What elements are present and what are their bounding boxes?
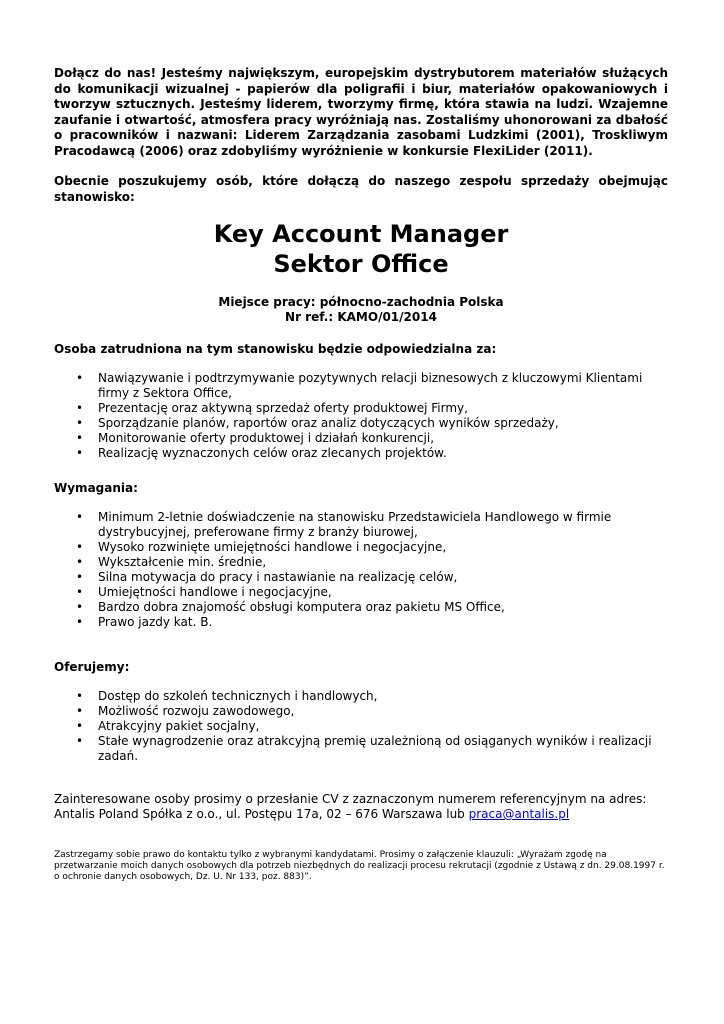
list-item: • Bardzo dobra znajomość obsługi komputera oraz pakietu MS Office,	[98, 600, 668, 615]
list-item: • Wysoko rozwinięte umiejętności handlowe i negocjacyjne,	[98, 540, 668, 555]
job-meta	[54, 295, 668, 325]
privacy-clause: Zastrzegamy sobie prawo do kontaktu tylko z wybranymi kandydatami. Prosimy o załączenie klauzuli: „Wyrażam zgodę na przetwarzanie moich danych osobowych dla potrzeb niezbędnych do realizacji procesu rekrutacji (zgodnie z Ustawą z dn. 29.08.1997 r. o ochronie danych osobowych, Dz. U. Nr 133, poz. 883)”.	[54, 850, 665, 882]
job-reference: Nr ref.: KAMO/01/2014	[285, 310, 437, 324]
list-item: • Umiejętności handlowe i negocjacyjne,	[98, 585, 668, 600]
job-title-line-1: Key Account Manager	[213, 220, 509, 248]
list-item: • Minimum 2-letnie doświadczenie na stanowisku Przedstawiciela Handlowego w firmie dystrybucyjnej, preferowane firmy z branży biurowej,	[98, 510, 668, 540]
job-title	[54, 219, 668, 279]
contact-instruction: Zainteresowane osoby prosimy o przesłanie CV z zaznaczonym numerem referencyjnym na adres:	[54, 792, 647, 806]
requirements-heading: Wymagania:	[54, 481, 138, 495]
list-item: • Prawo jazdy kat. B.	[98, 615, 668, 630]
list-item: • Stałe wynagrodzenie oraz atrakcyjną premię uzależnioną od osiąganych wyników i realizacji zadań.	[98, 734, 668, 764]
list-item: • Sporządzanie planów, raportów oraz analiz dotyczących wyników sprzedaży,	[98, 416, 668, 431]
email-link[interactable]: praca@antalis.pl	[468, 807, 570, 821]
list-item: • Dostęp do szkoleń technicznych i handlowych,	[98, 689, 668, 704]
list-item: • Monitorowanie oferty produktowej i działań konkurencji,	[98, 431, 668, 446]
responsibilities-heading: Osoba zatrudniona na tym stanowisku będzie odpowiedzialna za:	[54, 342, 497, 356]
address-text: Antalis Poland Spółka z o.o., ul. Postępu 17a, 02 – 676 Warszawa lub	[54, 807, 469, 821]
job-location: Miejsce pracy: północno-zachodnia Polska	[218, 295, 504, 309]
offer-heading: Oferujemy:	[54, 660, 130, 674]
list-item: • Nawiązywanie i podtrzymywanie pozytywnych relacji biznesowych z kluczowymi Klientami firmy z Sektora Office,	[98, 371, 668, 401]
list-item: • Atrakcyjny pakiet socjalny,	[98, 719, 668, 734]
list-item: • Prezentację oraz aktywną sprzedaż oferty produktowej Firmy,	[98, 401, 668, 416]
job-title-line-2: Sektor Office	[273, 250, 449, 278]
list-item: • Silna motywacja do pracy i nastawianie na realizację celów,	[98, 570, 668, 585]
requirements-list	[54, 510, 668, 630]
responsibilities-list	[54, 371, 668, 461]
company-intro: Dołącz do nas! Jesteśmy największym, europejskim dystrybutorem materiałów służących do komunikacji wizualnej - papierów dla poligrafii i biur, materiałów opakowaniowych i tworzyw sztucznych. Jesteśmy liderem, tworzymy firmę, która stawia na ludzi. Wzajemne zaufanie i otwartość, atmosfera pracy wyróżniają nas. Zostaliśmy uhonorowani za dbałość o pracowników i nazwani: Liderem Zarządzania zasobami Ludzkimi (2001), Troskliwym Pracodawcą (2006) oraz zdobyliśmy wyróżnienie w konkursie FlexiLider (2011).	[54, 66, 668, 158]
contact-block	[54, 792, 668, 822]
list-item: • Realizację wyznaczonych celów oraz zlecanych projektów.	[98, 446, 668, 461]
job-ad-document	[54, 66, 668, 883]
contact-address	[54, 807, 668, 822]
position-lead: Obecnie poszukujemy osób, które dołączą do naszego zespołu sprzedaży obejmując stanowisko:	[54, 174, 668, 204]
list-item: • Wykształcenie min. średnie,	[98, 555, 668, 570]
offer-list	[54, 689, 668, 764]
list-item: • Możliwość rozwoju zawodowego,	[98, 704, 668, 719]
